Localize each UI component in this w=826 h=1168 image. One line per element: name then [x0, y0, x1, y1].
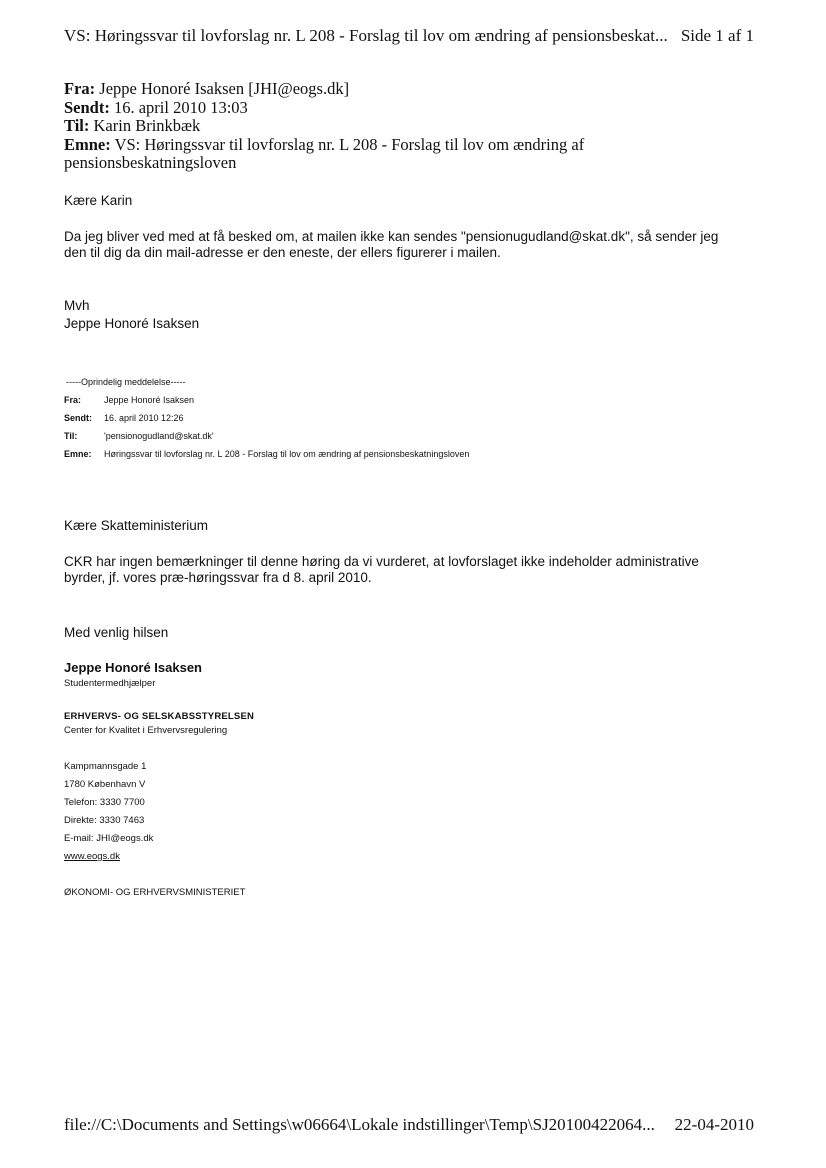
orig-subject-row [64, 445, 469, 463]
file-path: file://C:\Documents and Settings\w06664\Lokale indstillinger\Temp\SJ20100422064... [64, 1115, 655, 1134]
to-row [64, 117, 584, 136]
original-marker: -----Oprindelig meddelelse----- [66, 377, 186, 387]
orig-from-label: Fra: [64, 395, 82, 405]
signature-block [64, 660, 254, 902]
document-title: VS: Høringssvar til lovforslag nr. L 208 - Forslag til lov om ændring af pensionsbeskat... [64, 26, 668, 45]
orig-to-label: Til: [64, 431, 78, 441]
sender-name: Jeppe Honoré Isaksen [64, 316, 200, 331]
page-footer [64, 1115, 754, 1137]
from-label: Fra: [64, 79, 96, 98]
website-link[interactable]: www.eogs.dk [64, 851, 120, 862]
closing: Mvh [64, 298, 90, 313]
letter-greeting: Kære Skatteministerium [64, 518, 209, 533]
orig-to-value: 'pensionogudland@skat.dk' [104, 431, 214, 441]
from-row [64, 80, 584, 99]
print-date: 22-04-2010 [674, 1115, 754, 1134]
subject-value: VS: Høringssvar til lovforslag nr. L 208 - Forslag til lov om ændring af [114, 134, 585, 154]
to-value: Karin Brinkbæk [93, 116, 201, 135]
address-street: Kampmannsgade 1 [64, 761, 147, 772]
orig-subject-value: Høringssvar til lovforslag nr. L 208 - Forslag til lov om ændring af pensionsbeskatningsloven [104, 449, 470, 459]
signature-org: ERHVERVS- OG SELSKABSSTYRELSEN [64, 711, 255, 722]
letter-line-2: byrder, jf. vores præ-høringssvar fra d 8. april 2010. [64, 570, 372, 585]
ministry: ØKONOMI- OG ERHVERVSMINISTERIET [64, 887, 246, 898]
subject-row-cont: pensionsbeskatningsloven [64, 153, 237, 172]
orig-to-row [64, 427, 469, 445]
greeting: Kære Karin [64, 193, 133, 208]
orig-sent-row [64, 409, 469, 427]
body-line-2: den til dig da din mail-adresse er den eneste, der ellers figurerer i mailen. [64, 245, 501, 260]
orig-from-value: Jeppe Honoré Isaksen [104, 395, 195, 405]
sent-label: Sendt: [64, 97, 110, 117]
subject-label: Emne: [64, 134, 111, 154]
signature-name: Jeppe Honoré Isaksen [64, 660, 202, 675]
phone: Telefon: 3330 7700 [64, 797, 145, 808]
orig-subject-label: Emne: [64, 449, 92, 459]
orig-sent-value: 16. april 2010 12:26 [104, 413, 184, 423]
sent-value: 16. april 2010 13:03 [113, 97, 248, 117]
page-number: Side 1 af 1 [680, 26, 754, 45]
orig-sent-label: Sendt: [64, 413, 92, 423]
body-line-1: Da jeg bliver ved med at få besked om, at mailen ikke kan sendes "pensionugudland@skat.dk", så sender jeg [64, 229, 719, 244]
letter-line-1: CKR har ingen bemærkninger til denne høring da vi vurderet, at lovforslaget ikke indeholder administrative [64, 554, 699, 569]
subject-row [64, 136, 584, 155]
signature-dept: Center for Kvalitet i Erhvervsregulering [64, 725, 228, 736]
sent-row [64, 99, 584, 118]
mail-header [64, 80, 584, 173]
address-city: 1780 København V [64, 779, 146, 790]
from-value: Jeppe Honoré Isaksen [JHI@eogs.dk] [99, 79, 350, 98]
page-header [64, 26, 754, 50]
to-label: Til: [64, 116, 90, 135]
direct-phone: Direkte: 3330 7463 [64, 815, 145, 826]
original-message [64, 373, 469, 463]
signature-role: Studentermedhjælper [64, 678, 156, 689]
orig-from-row [64, 391, 469, 409]
letter-closing: Med venlig hilsen [64, 625, 169, 640]
email: E-mail: JHI@eogs.dk [64, 833, 154, 844]
